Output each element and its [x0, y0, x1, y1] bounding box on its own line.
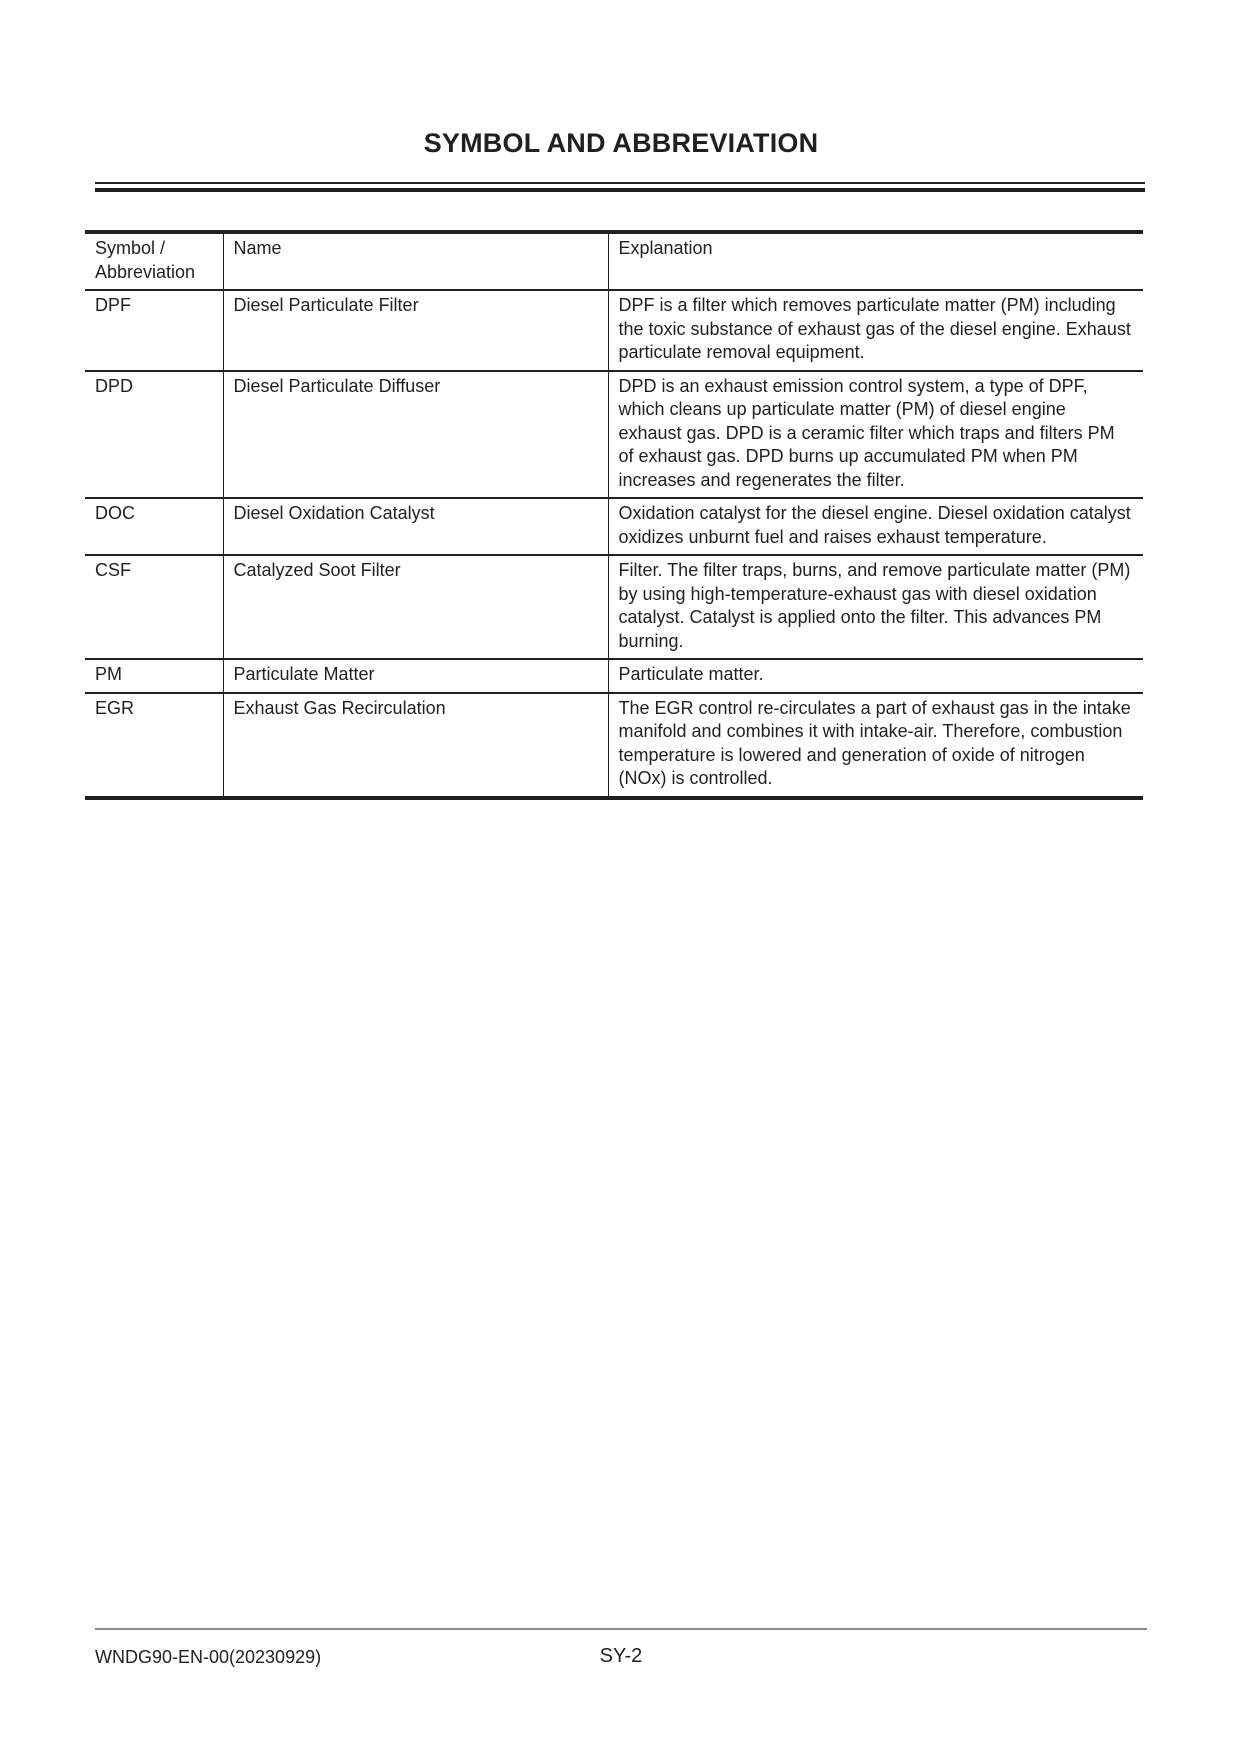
footer-rule — [95, 1628, 1147, 1630]
page-footer — [95, 1645, 1147, 1671]
name-cell: Catalyzed Soot Filter — [223, 555, 608, 659]
table-row — [85, 290, 1143, 371]
column-header-name: Name — [223, 232, 608, 290]
explanation-cell: Oxidation catalyst for the diesel engine. Diesel oxidation catalyst oxidizes unburnt fuel and raises exhaust temperature. — [608, 498, 1143, 555]
table-body — [85, 290, 1143, 798]
name-cell: Diesel Oxidation Catalyst — [223, 498, 608, 555]
symbol-cell: DOC — [85, 498, 223, 555]
symbol-cell: PM — [85, 659, 223, 693]
name-cell: Particulate Matter — [223, 659, 608, 693]
footer-page-number: SY-2 — [599, 1645, 643, 1667]
table-row — [85, 555, 1143, 659]
column-header-symbol-abbreviation: Symbol / Abbreviation — [85, 232, 223, 290]
column-header-explanation: Explanation — [608, 232, 1143, 290]
symbol-abbreviation-table — [85, 230, 1143, 800]
name-cell: Exhaust Gas Recirculation — [223, 693, 608, 798]
title-double-rule — [95, 182, 1145, 192]
name-cell: Diesel Particulate Filter — [223, 290, 608, 371]
footer-document-code: WNDG90-EN-00(20230929) — [95, 1647, 322, 1667]
explanation-cell: The EGR control re-circulates a part of exhaust gas in the intake manifold and combines it with intake-air. Therefore, combustion temperature is lowered and generation of oxide of nitrogen (NOx) is controlled. — [608, 693, 1143, 798]
explanation-cell: DPF is a filter which removes particulate matter (PM) including the toxic substance of exhaust gas of the diesel engine. Exhaust particulate removal equipment. — [608, 290, 1143, 371]
table-header-row — [85, 232, 1143, 290]
table-row — [85, 371, 1143, 499]
table-row — [85, 498, 1143, 555]
explanation-cell: DPD is an exhaust emission control system, a type of DPF, which cleans up particulate matter (PM) of diesel engine exhaust gas. DPD is a ceramic filter which traps and filters PM of exhaust gas. DPD burns up accumulated PM when PM increases and regenerates the filter. — [608, 371, 1143, 499]
explanation-cell: Filter. The filter traps, burns, and remove particulate matter (PM) by using high-temperature-exhaust gas with diesel oxidation catalyst. Catalyst is applied onto the filter. This advances PM burning. — [608, 555, 1143, 659]
symbol-cell: DPF — [85, 290, 223, 371]
symbol-cell: DPD — [85, 371, 223, 499]
symbol-cell: EGR — [85, 693, 223, 798]
table-row — [85, 659, 1143, 693]
symbol-cell: CSF — [85, 555, 223, 659]
table-row — [85, 693, 1143, 798]
name-cell: Diesel Particulate Diffuser — [223, 371, 608, 499]
explanation-cell: Particulate matter. — [608, 659, 1143, 693]
page-title: SYMBOL AND ABBREVIATION — [423, 128, 819, 158]
